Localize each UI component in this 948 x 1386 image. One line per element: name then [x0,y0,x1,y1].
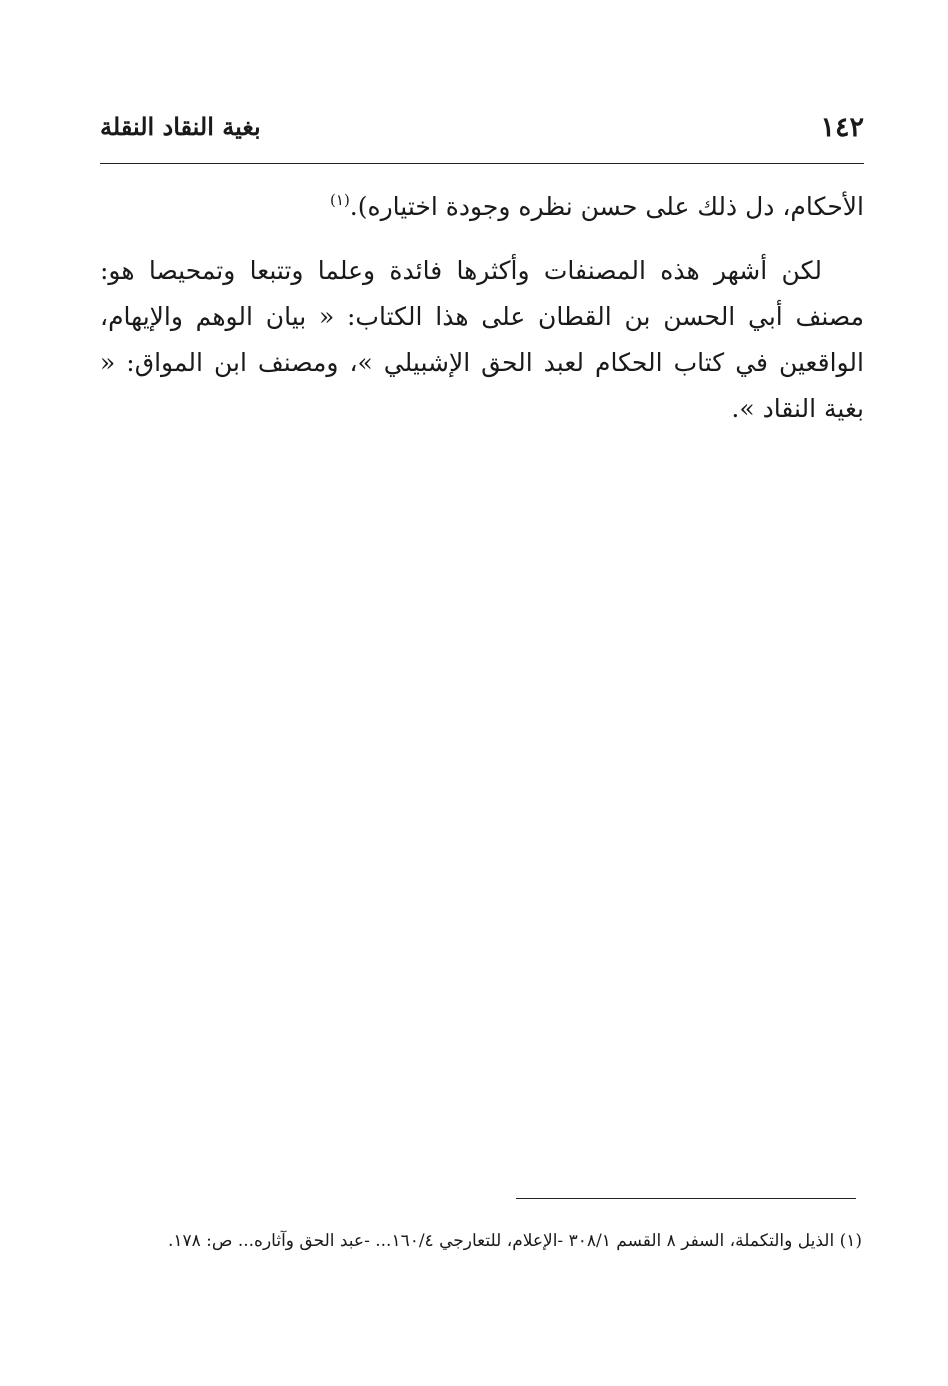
main-text [100,184,864,432]
paragraph-2: لكن أشهر هذه المصنفات وأكثرها فائدة وعلما وتتبعا وتمحيصا هو: مصنف أبي الحسن بن القطان على هذا الكتاب: « بيان الوهم والإيهام، الواقعين في كتاب الحكام لعبد الحق الإشبيلي »، ومصنف ابن المواق: « بغية النقاد ». [100,256,864,423]
paragraph-1-text: الأحكام، دل ذلك على حسن نظره وجودة اختياره). [349,192,864,221]
footnote-1: (١) الذيل والتكملة، السفر ٨ القسم ٣٠٨/١ -الإعلام، للتعارجي ١٦٠/٤... -عبد الحق وآثاره... ص: ١٧٨. [167,1231,862,1251]
page-number: ١٤٢ [820,112,864,143]
running-header [100,112,864,152]
paragraph-1 [100,184,864,230]
header-rule [100,163,864,164]
footnote-reference: (١) [330,191,350,209]
footnote-separator [516,1198,856,1199]
book-title: بغية النقاد النقلة [100,112,261,141]
